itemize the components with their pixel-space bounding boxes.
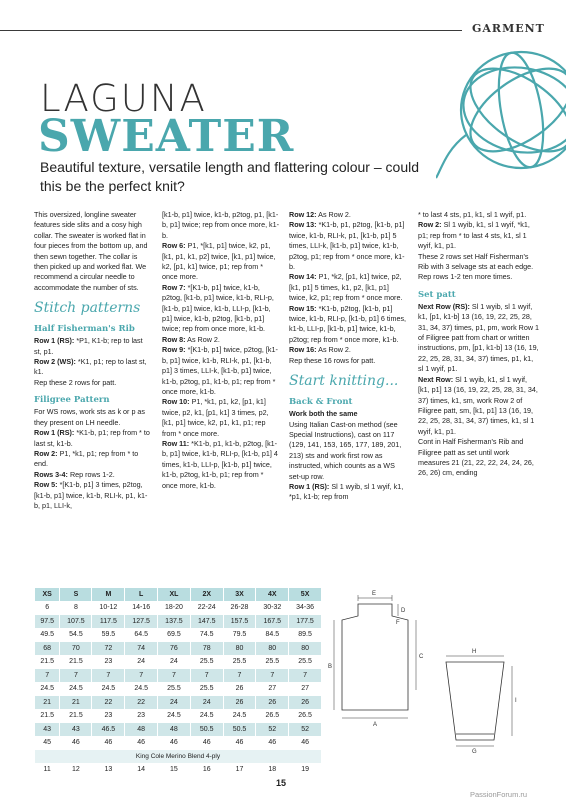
table-cell: 177.5 bbox=[289, 615, 322, 629]
table-cell: 80 bbox=[256, 642, 289, 656]
instruction-row: Row 2: P1, *k1, p1; rep from * to end. bbox=[34, 448, 139, 469]
table-cell: 26 bbox=[223, 696, 256, 710]
instruction-row: Next Row: Sl 1 wyib, k1, sl 1 wyif, [k1, p1] 13 (16, 19, 22, 25, 28, 31, 34, 37) times, k1, sm, work Row 2 of Filigree patt, sm, [k1, p1] 13 (16, 19, 22, 25, 28, 31, 34, 37) times, k1, sl 1 wyif, k1, p1. bbox=[418, 374, 538, 436]
diagram-label-c: C bbox=[419, 654, 424, 660]
table-cell: 48 bbox=[125, 723, 158, 737]
table-cell: 23 bbox=[92, 709, 125, 723]
table-cell: 25.5 bbox=[190, 655, 223, 669]
table-cell: 6 bbox=[35, 601, 60, 615]
table-cell: 27 bbox=[289, 682, 322, 696]
table-cell: 24.5 bbox=[35, 682, 60, 696]
table-row bbox=[35, 601, 322, 615]
table-cell: 69.5 bbox=[158, 628, 191, 642]
header-rule bbox=[0, 30, 462, 31]
instruction-paragraph: Using Italian Cast-on method (see Special Instructions), cast on 117 (129, 141, 153, 165, 177, 189, 201, 213) sts and work first row as instructed, which counts as a WS set-up row. bbox=[289, 419, 402, 481]
table-cell: 79.5 bbox=[223, 628, 256, 642]
table-cell: 24.5 bbox=[125, 682, 158, 696]
table-cell: 157.5 bbox=[223, 615, 256, 629]
table-cell: 52 bbox=[256, 723, 289, 737]
table-cell: 78 bbox=[190, 642, 223, 656]
table-cell: 80 bbox=[289, 642, 322, 656]
table-cell: 46 bbox=[190, 736, 223, 750]
section-label: GARMENT bbox=[472, 22, 545, 35]
table-cell: 167.5 bbox=[256, 615, 289, 629]
table-cell: 46.5 bbox=[92, 723, 125, 737]
table-cell: 49.5 bbox=[35, 628, 60, 642]
table-cell: 25.5 bbox=[190, 682, 223, 696]
diagram-label-i: I bbox=[515, 698, 517, 704]
size-table bbox=[34, 587, 322, 777]
table-cell: 26-28 bbox=[223, 601, 256, 615]
table-cell: 64.5 bbox=[125, 628, 158, 642]
table-row bbox=[35, 642, 322, 656]
instruction-row: Row 2 (WS): *K1, p1; rep to last st, k1. bbox=[34, 357, 147, 377]
table-cell: 24 bbox=[158, 696, 191, 710]
table-cell: 14 bbox=[125, 763, 158, 777]
subheading-set-patt: Set patt bbox=[418, 289, 456, 300]
table-cell: 24.5 bbox=[223, 709, 256, 723]
instruction-note: Rep these 16 rows for patt. bbox=[289, 355, 376, 365]
table-row bbox=[35, 736, 322, 750]
table-cell: 24 bbox=[158, 655, 191, 669]
diagram-label-d: D bbox=[401, 608, 406, 614]
table-cell: 21.5 bbox=[60, 655, 92, 669]
table-cell: 5X bbox=[289, 588, 322, 602]
table-row bbox=[35, 628, 322, 642]
table-cell: 25.5 bbox=[158, 682, 191, 696]
table-cell: 72 bbox=[92, 642, 125, 656]
table-row bbox=[35, 696, 322, 710]
table-cell: 84.5 bbox=[256, 628, 289, 642]
table-row bbox=[35, 615, 322, 629]
instruction-row: Row 7: *[K1-b, p1] twice, k1-b, p2tog, [k1-b, p1] twice, k1-b, RLI-p, [k1-b, p1] twice, k1-b, LLI-p, [k1-b, p1] twice, k1-b, p2tog, [k1-b, p1] twice; rep from once more, k1-b. bbox=[162, 282, 274, 334]
table-cell: 7 bbox=[125, 669, 158, 683]
table-cell: 26 bbox=[256, 696, 289, 710]
table-cell: 21.5 bbox=[35, 709, 60, 723]
table-cell: 127.5 bbox=[125, 615, 158, 629]
table-balls-row bbox=[35, 763, 322, 777]
table-row bbox=[35, 709, 322, 723]
table-cell: 25.5 bbox=[223, 655, 256, 669]
diagram-label-h: H bbox=[472, 649, 477, 655]
instruction-row: Row 14: P1, *k2, [p1, k1] twice, p2, [k1, p1] 5 times, k1, p2, [k1, p1] twice, k2, p1; rep from * once more. bbox=[289, 272, 403, 303]
instruction-continued: [k1-b, p1] twice, k1-b, p2tog, p1, [k1-b, p1] twice; rep from once more, k1-b. bbox=[162, 210, 280, 240]
table-cell: 23 bbox=[125, 709, 158, 723]
table-yarn-row bbox=[35, 750, 322, 764]
text-column-3 bbox=[289, 210, 407, 503]
table-cell: 22 bbox=[125, 696, 158, 710]
instruction-row: Row 16: As Row 2. bbox=[289, 345, 351, 355]
heading-start-knitting: Start knitting... bbox=[289, 373, 399, 390]
table-cell: 46 bbox=[92, 736, 125, 750]
table-row bbox=[35, 669, 322, 683]
table-cell: S bbox=[60, 588, 92, 602]
table-cell: 34-36 bbox=[289, 601, 322, 615]
table-cell: 24.5 bbox=[92, 682, 125, 696]
table-cell: 7 bbox=[60, 669, 92, 683]
table-cell: 89.5 bbox=[289, 628, 322, 642]
instruction-row: Row 8: As Row 2. bbox=[162, 334, 220, 344]
table-cell: 26 bbox=[223, 682, 256, 696]
table-cell: 26.5 bbox=[256, 709, 289, 723]
table-cell: 74.5 bbox=[190, 628, 223, 642]
watermark-text: PassionForum.ru bbox=[470, 790, 528, 799]
instruction-paragraph: Cont in Half Fisherman's Rib and Filigree patt as set until work measures 21 (21, 22, 22, 24, 24, 26, 26, 26) cm, ending bbox=[418, 437, 534, 478]
table-cell: XL bbox=[158, 588, 191, 602]
diagram-label-b: B bbox=[328, 664, 333, 670]
table-cell: 7 bbox=[223, 669, 256, 683]
title-line-1: LAGUNA bbox=[40, 77, 207, 120]
instruction-row: Row 9: *[K1-b, p1] twice, p2tog, [k1-b, p1] twice, k1-b, RLI-k, p1, [k1-b, p1] 3 times, LLI-k, [k1-b, p1] twice, k1-b, p2tog, p1, k1-b, p1; rep from * once more, k1-b. bbox=[162, 345, 278, 396]
table-cell: 30-32 bbox=[256, 601, 289, 615]
instruction-note: Work both the same bbox=[289, 409, 358, 419]
table-cell: XS bbox=[35, 588, 60, 602]
table-cell: 15 bbox=[158, 763, 191, 777]
instruction-continued: * to last 4 sts, p1, k1, sl 1 wyif, p1. bbox=[418, 210, 527, 219]
text-column-1 bbox=[34, 210, 152, 511]
instruction-row: Row 15: *K1-b, p2tog, [k1-b, p1] twice, k1-b, RLI-p, [k1-b, p1] 6 times, k1-b, LLI-p, [k1-b, p1] twice, k1-b, p2tog; rep from * once more, k1-b. bbox=[289, 303, 407, 344]
instruction-row: Next Row (RS): Sl 1 wyib, sl 1 wyif, k1, [p1, k1-b] 13 (16, 19, 22, 25, 28, 31, 34, 37) times, p1, pm, work Row 1 of Filigree patt from chart or written instructions, pm, [p1, k1-b] 13 (16, 19, 22, 25, 28, 31, 34, 37) times, p1, k1, sl 1 wyif, p1. bbox=[418, 301, 540, 374]
table-cell: 46 bbox=[158, 736, 191, 750]
table-cell: 21 bbox=[35, 696, 60, 710]
table-cell: 17 bbox=[223, 763, 256, 777]
table-cell: 7 bbox=[256, 669, 289, 683]
table-cell: 117.5 bbox=[92, 615, 125, 629]
table-cell: 21.5 bbox=[35, 655, 60, 669]
table-cell: 54.5 bbox=[60, 628, 92, 642]
diagram-label-a: A bbox=[373, 722, 378, 728]
table-cell: 50.5 bbox=[190, 723, 223, 737]
sweater-schematic bbox=[328, 586, 524, 756]
subheading-filigree: Filigree Pattern bbox=[34, 395, 110, 406]
table-cell: 43 bbox=[35, 723, 60, 737]
table-cell: 8 bbox=[60, 601, 92, 615]
table-cell: 21.5 bbox=[60, 709, 92, 723]
table-cell: 45 bbox=[35, 736, 60, 750]
table-cell: 13 bbox=[92, 763, 125, 777]
table-cell: 59.5 bbox=[92, 628, 125, 642]
table-cell: 46 bbox=[289, 736, 322, 750]
table-cell: 97.5 bbox=[35, 615, 60, 629]
table-cell: 46 bbox=[125, 736, 158, 750]
table-cell: 22-24 bbox=[190, 601, 223, 615]
instruction-row: Row 1 (RS): *P1, K1-b; rep to last st, p1. bbox=[34, 336, 143, 356]
title-line-2: SWEATER bbox=[38, 111, 295, 162]
table-cell: 74 bbox=[125, 642, 158, 656]
table-cell: 7 bbox=[289, 669, 322, 683]
instruction-note: These 2 rows set Half Fisherman's Rib with 3 selvage sts at each edge. bbox=[418, 251, 534, 272]
table-cell: 26.5 bbox=[289, 709, 322, 723]
table-cell: 19 bbox=[289, 763, 322, 777]
table-cell: 10-12 bbox=[92, 601, 125, 615]
table-cell: 70 bbox=[60, 642, 92, 656]
table-cell: 27 bbox=[256, 682, 289, 696]
table-cell: 23 bbox=[92, 655, 125, 669]
table-cell: 52 bbox=[289, 723, 322, 737]
table-cell: L bbox=[125, 588, 158, 602]
table-cell: 26 bbox=[289, 696, 322, 710]
table-cell: 12 bbox=[60, 763, 92, 777]
text-column-2 bbox=[162, 210, 280, 491]
subheading-back-front: Back & Front bbox=[289, 397, 353, 408]
table-cell: M bbox=[92, 588, 125, 602]
table-cell: 107.5 bbox=[60, 615, 92, 629]
table-cell: 25.5 bbox=[256, 655, 289, 669]
instruction-row: Rows 3-4: Rep rows 1-2. bbox=[34, 469, 115, 479]
table-cell: 21 bbox=[60, 696, 92, 710]
page-number: 15 bbox=[276, 778, 287, 788]
table-cell: 80 bbox=[223, 642, 256, 656]
instruction-note: Rep these 2 rows for patt. bbox=[34, 377, 117, 387]
instruction-row: Row 11: *K1-b, p1, k1-b, p2tog, [k1-b, p1] twice, k1-b, RLI-p, [k1-b, p1] 4 times, k1-b, LLI-p, [k1-b, p1] twice, k1-b, p2tog, k1-b, p1; rep from * once more, k1-b. bbox=[162, 438, 278, 490]
subheading-half-rib: Half Fisherman's Rib bbox=[34, 324, 135, 335]
instruction-row: Row 10: P1, *k1, p1, k2, [p1, k1] twice, p2, k1, [p1, k1] 3 times, p2, [k1, p1] twice, k2, p1, k1, p1; rep from * once more. bbox=[162, 397, 269, 438]
table-cell: 16 bbox=[190, 763, 223, 777]
table-cell: 18 bbox=[256, 763, 289, 777]
table-cell: 24.5 bbox=[60, 682, 92, 696]
table-cell: 46 bbox=[60, 736, 92, 750]
instruction-row: Row 13: *K1-b, p1, p2tog, [k1-b, p1] twice, k1-b, RLI-k, p1, [k1-b, p1] 5 times, LLI-k, [k1-b, p1] twice, k1-b, p2tog, p1; rep from * once more, k1-b. bbox=[289, 220, 405, 272]
intro-paragraph: This oversized, longline sweater features side slits and a cosy high collar. The sweater is worked flat in four pieces from the bottom up, and then sewn together. The collar is then picked up and worked flat. We recommend a circular needle to accommodate the number of sts. bbox=[34, 210, 148, 292]
table-cell: 4X bbox=[256, 588, 289, 602]
yarn-ball-illustration bbox=[436, 40, 566, 180]
table-cell: 14-16 bbox=[125, 601, 158, 615]
table-cell: 25.5 bbox=[289, 655, 322, 669]
table-row bbox=[35, 682, 322, 696]
table-cell: 11 bbox=[35, 763, 60, 777]
table-cell: 24.5 bbox=[190, 709, 223, 723]
instruction-row: Row 2: Sl 1 wyib, k1, sl 1 wyif, *k1, p1; rep from * to last 4 sts, k1, sl 1 wyif, k1, p1. bbox=[418, 220, 530, 251]
yarn-label: King Cole Merino Blend 4-ply bbox=[35, 750, 322, 764]
heading-stitch-patterns: Stitch patterns bbox=[34, 300, 141, 317]
table-cell: 68 bbox=[35, 642, 60, 656]
table-cell: 48 bbox=[158, 723, 191, 737]
table-cell: 24 bbox=[125, 655, 158, 669]
table-row bbox=[35, 655, 322, 669]
table-cell: 43 bbox=[60, 723, 92, 737]
table-cell: 147.5 bbox=[190, 615, 223, 629]
table-cell: 50.5 bbox=[223, 723, 256, 737]
text-column-4 bbox=[418, 210, 540, 479]
table-cell: 76 bbox=[158, 642, 191, 656]
instruction-row: Row 1 (RS): Sl 1 wyib, sl 1 wyif, k1, *p1, k1-b; rep from bbox=[289, 481, 404, 502]
table-cell: 137.5 bbox=[158, 615, 191, 629]
table-cell: 7 bbox=[158, 669, 191, 683]
table-cell: 46 bbox=[256, 736, 289, 750]
table-cell: 18-20 bbox=[158, 601, 191, 615]
table-cell: 7 bbox=[92, 669, 125, 683]
diagram-label-g: G bbox=[472, 749, 477, 755]
diagram-label-f: F bbox=[396, 620, 400, 626]
table-cell: 3X bbox=[223, 588, 256, 602]
instruction-row: Row 6: P1, *[k1, p1] twice, k2, p1, [k1, p1, k1, p2] twice, [k1, p1] twice, k2, [p1, k1] twice, p1; rep from * once more. bbox=[162, 241, 276, 282]
diagram-label-e: E bbox=[372, 591, 377, 597]
standfirst: Beautiful texture, versatile length and flattering colour – could this be the perfect knit? bbox=[40, 159, 420, 194]
instruction-row: Row 1 (RS): *K1-b, p1; rep from * to last st, k1-b. bbox=[34, 428, 150, 448]
table-row bbox=[35, 723, 322, 737]
table-cell: 46 bbox=[223, 736, 256, 750]
table-cell: 22 bbox=[92, 696, 125, 710]
table-cell: 24 bbox=[190, 696, 223, 710]
table-cell: 7 bbox=[35, 669, 60, 683]
table-cell: 7 bbox=[190, 669, 223, 683]
table-cell: 24.5 bbox=[158, 709, 191, 723]
instruction-row: Row 5: *[K1-b, p1] 3 times, p2tog, [k1-b, p1] twice, k1-b, RLI-k, p1, k1-b, p1, LLI-k, bbox=[34, 480, 148, 510]
instruction-note: Rep rows 1-2 ten more times. bbox=[418, 272, 513, 282]
instruction-row: Row 12: As Row 2. bbox=[289, 210, 351, 219]
table-header-row bbox=[35, 588, 322, 602]
instruction-note: For WS rows, work sts as k or p as they present on LH needle. bbox=[34, 407, 146, 427]
table-cell: 2X bbox=[190, 588, 223, 602]
